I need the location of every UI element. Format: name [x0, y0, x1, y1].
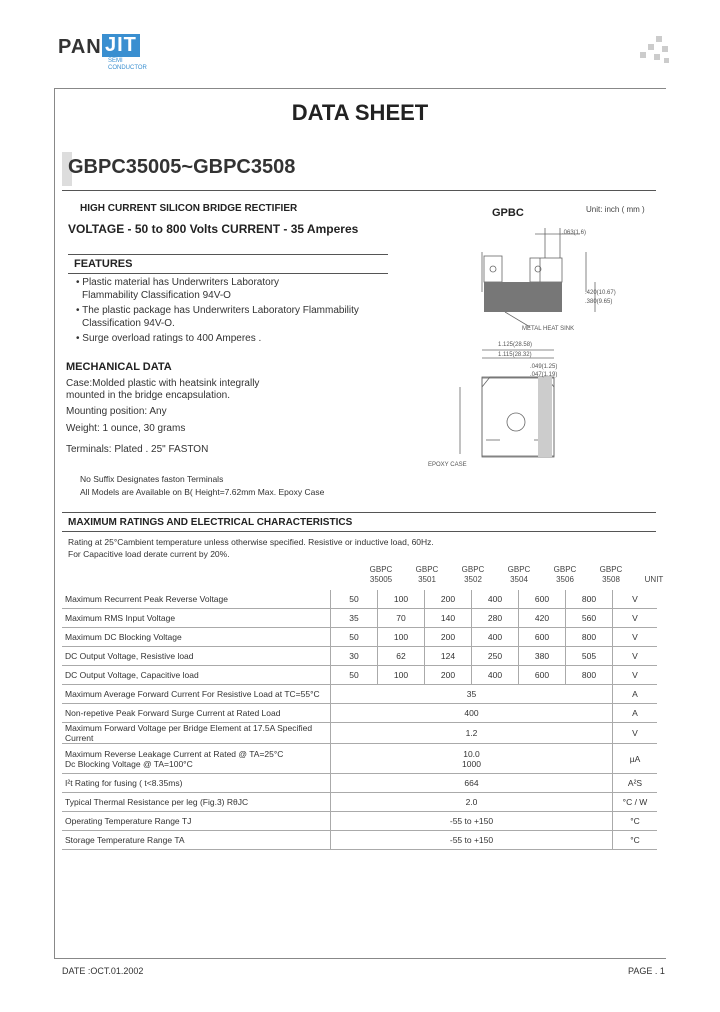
device-header: GBPC 3508 — [599, 565, 623, 584]
table-row — [62, 628, 657, 647]
logo-semi-line: SEMI — [108, 58, 123, 64]
mech-case: Case:Molded plastic with heatsink integrally mounted in the bridge encapsulation. — [66, 378, 260, 401]
cell-value: 70 — [378, 609, 425, 628]
row-label: Maximum Average Forward Current For Resistive Load at TC=55°C — [62, 685, 331, 704]
cell-value: -55 to +150 — [331, 831, 613, 850]
row-label: Typical Thermal Resistance per leg (Fig.3) RθJC — [62, 793, 331, 812]
logo-conductor-line: CONDUCTOR — [108, 65, 147, 71]
cell-value: 250 — [472, 647, 519, 666]
row-label: Maximum Recurrent Peak Reverse Voltage — [62, 590, 331, 609]
table-row — [62, 831, 657, 850]
features-list — [76, 276, 396, 345]
row-label: DC Output Voltage, Resistive load — [62, 647, 331, 666]
mech-note2: All Models are Available on B( Height=7.62mm Max. Epoxy Case — [80, 487, 325, 497]
cell-value: 400 — [472, 590, 519, 609]
ratings-divider-top — [62, 512, 656, 513]
footer-page: PAGE . 1 — [628, 966, 665, 976]
row-label: Maximum DC Blocking Voltage — [62, 628, 331, 647]
footer-date: DATE :OCT.01.2002 — [62, 966, 144, 976]
row-label: Maximum RMS Input Voltage — [62, 609, 331, 628]
product-subtitle: HIGH CURRENT SILICON BRIDGE RECTIFIER — [80, 203, 298, 214]
dim-label: .049(1.25) — [530, 364, 558, 370]
device-header: GBPC 3502 — [461, 565, 485, 584]
device-header: GBPC 3504 — [507, 565, 531, 584]
cell-value: 1.2 — [331, 723, 613, 744]
dim-label: 1.115(28.32) — [498, 352, 532, 358]
row-label: Operating Temperature Range TJ — [62, 812, 331, 831]
table-row — [62, 590, 657, 609]
features-header — [68, 254, 388, 274]
unit-header: UNIT — [644, 575, 664, 584]
cell-unit: °C / W — [613, 793, 658, 812]
cell-value: 50 — [331, 590, 378, 609]
cell-value: 200 — [425, 666, 472, 685]
cell-value: 124 — [425, 647, 472, 666]
voltage-current: VOLTAGE - 50 to 800 Volts CURRENT - 35 Amperes — [68, 222, 359, 236]
cell-value: 280 — [472, 609, 519, 628]
cell-value: 62 — [378, 647, 425, 666]
table-row — [62, 812, 657, 831]
table-row — [62, 685, 657, 704]
mechanical-title: MECHANICAL DATA — [66, 361, 172, 373]
device-header: GBPC 3506 — [553, 565, 577, 584]
mech-note1: No Suffix Designates faston Terminals — [80, 474, 224, 484]
cell-unit: °C — [613, 812, 658, 831]
ratings-title: MAXIMUM RATINGS AND ELECTRICAL CHARACTERISTICS — [68, 517, 353, 528]
row-label: Non-repetive Peak Forward Surge Current at Rated Load — [62, 704, 331, 723]
dim-label: .047(1.19) — [530, 372, 558, 378]
cell-value: 140 — [425, 609, 472, 628]
cell-unit: A — [613, 704, 658, 723]
logo-pan-text: PAN — [58, 36, 102, 58]
cell-value: 100 — [378, 590, 425, 609]
cell-unit: V — [613, 590, 658, 609]
cell-value: 505 — [566, 647, 613, 666]
table-row — [62, 793, 657, 812]
cell-unit: V — [613, 628, 658, 647]
part-number: GBPC35005~GBPC3508 — [68, 156, 296, 178]
metal-heat-sink-label: METAL HEAT SINK — [522, 326, 575, 332]
features-title: FEATURES — [74, 258, 133, 270]
cell-value: 400 — [472, 666, 519, 685]
cell-unit: V — [613, 609, 658, 628]
cell-value: 10.0 1000 — [331, 744, 613, 774]
cell-value: 800 — [566, 628, 613, 647]
cell-value: 50 — [331, 628, 378, 647]
cell-value: 664 — [331, 774, 613, 793]
cell-value: 200 — [425, 590, 472, 609]
package-drawing — [420, 222, 660, 472]
dim-label: .380(9.65) — [585, 299, 613, 305]
dim-label: .420(10.67) — [585, 290, 616, 296]
page-title: DATA SHEET — [291, 100, 429, 125]
ratings-note2: For Capacitive load derate current by 20%. — [68, 549, 230, 559]
row-label: Maximum Reverse Leakage Current at Rated @ TA=25°C Dc Blocking Voltage @ TA=100°C — [62, 744, 331, 774]
cell-unit: °C — [613, 831, 658, 850]
cell-unit: A — [613, 685, 658, 704]
cell-unit: V — [613, 666, 658, 685]
cell-value: -55 to +150 — [331, 812, 613, 831]
cell-value: 200 — [425, 628, 472, 647]
feature-item: • Plastic material has Underwriters Laboratory Flammability Classification 94V-O — [76, 277, 280, 301]
row-label: Maximum Forward Voltage per Bridge Element at 17.5A Specified Current — [62, 723, 331, 744]
table-row — [62, 723, 657, 744]
table-row — [62, 609, 657, 628]
cell-value: 2.0 — [331, 793, 613, 812]
cell-value: 600 — [519, 666, 566, 685]
cell-value: 400 — [472, 628, 519, 647]
cell-value: 800 — [566, 666, 613, 685]
ratings-divider-bottom — [62, 531, 656, 532]
cell-value: 35 — [331, 609, 378, 628]
row-label: DC Output Voltage, Capacitive load — [62, 666, 331, 685]
cell-value: 560 — [566, 609, 613, 628]
cell-unit: V — [613, 723, 658, 744]
cell-value: 100 — [378, 628, 425, 647]
cell-unit: µA — [613, 744, 658, 774]
logo-jit-text: JIT — [102, 34, 140, 57]
row-label: Storage Temperature Range TA — [62, 831, 331, 850]
cell-value: 35 — [331, 685, 613, 704]
corner-decoration-icon — [638, 36, 670, 68]
cell-value: 420 — [519, 609, 566, 628]
table-row — [62, 666, 657, 685]
page-frame-top — [54, 88, 666, 89]
cell-unit: A²S — [613, 774, 658, 793]
logo-semiconductor — [108, 58, 147, 72]
table-row — [62, 744, 657, 774]
cell-value: 380 — [519, 647, 566, 666]
ratings-note1: Rating at 25°Cambient temperature unless otherwise specified. Resistive or inductive load, 60Hz. — [68, 537, 434, 547]
mech-weight: Weight: 1 ounce, 30 grams — [66, 423, 186, 434]
package-name: GPBC — [492, 207, 524, 219]
package-unit: Unit: inch ( mm ) — [586, 205, 645, 214]
ratings-table — [62, 590, 657, 850]
table-row — [62, 704, 657, 723]
cell-unit: V — [613, 647, 658, 666]
row-label: I²t Rating for fusing ( t<8.35ms) — [62, 774, 331, 793]
dim-label: .063(1.6) — [562, 230, 587, 236]
mech-terminals: Terminals: Plated . 25" FASTON — [66, 444, 209, 455]
epoxy-case-label: EPOXY CASE — [428, 462, 467, 468]
mech-mounting: Mounting position: Any — [66, 406, 167, 417]
feature-item: • The plastic package has Underwriters Laboratory Flammability Classification 94V-O. — [76, 305, 359, 329]
cell-value: 50 — [331, 666, 378, 685]
page-frame-left — [54, 88, 55, 958]
cell-value: 800 — [566, 590, 613, 609]
device-header: GBPC 3501 — [415, 565, 439, 584]
dim-label: 1.125(28.58) — [498, 342, 533, 348]
cell-value: 100 — [378, 666, 425, 685]
table-row — [62, 774, 657, 793]
cell-value: 400 — [331, 704, 613, 723]
cell-value: 600 — [519, 590, 566, 609]
feature-item: • Surge overload ratings to 400 Amperes . — [76, 333, 262, 344]
cell-value: 600 — [519, 628, 566, 647]
title-divider — [62, 190, 656, 191]
device-header: GBPC 35005 — [369, 565, 393, 584]
device-headers — [358, 565, 674, 585]
footer-divider — [54, 958, 666, 959]
cell-value: 30 — [331, 647, 378, 666]
table-row — [62, 647, 657, 666]
